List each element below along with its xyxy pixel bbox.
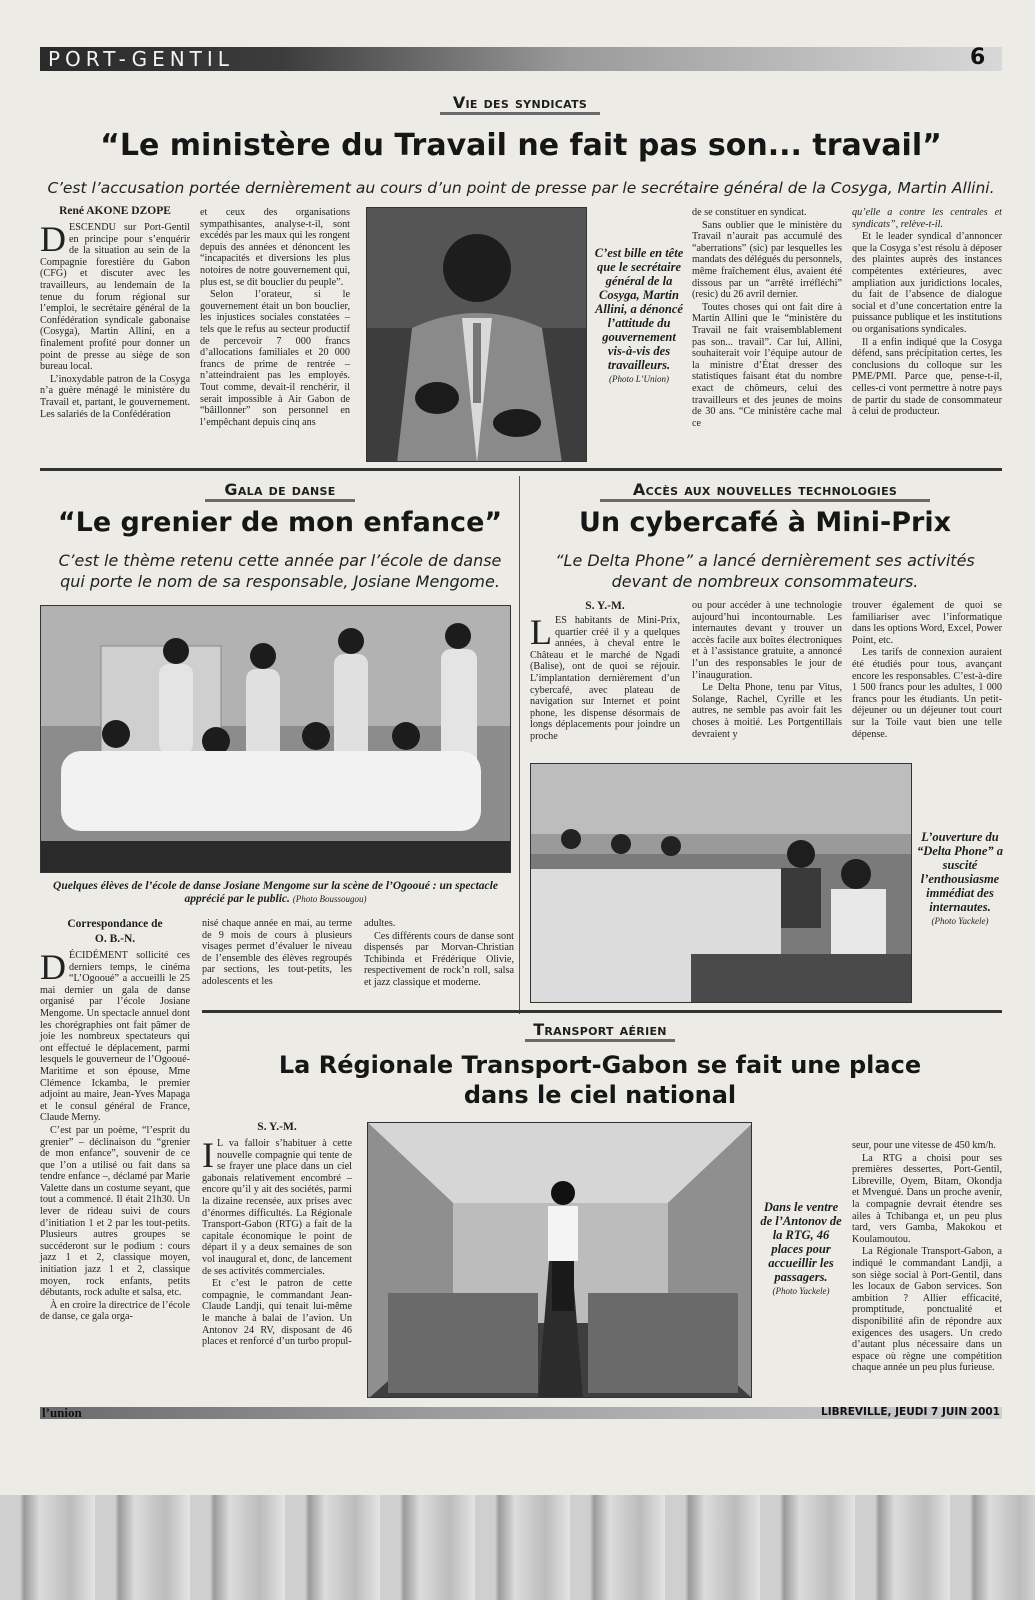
paragraph: À en croire la directrice de l’école de danse, ce gala orga- bbox=[40, 1299, 190, 1323]
column-divider bbox=[519, 476, 520, 1014]
paragraph: DESCENDU sur Port-Gentil en principe pour s’enquérir de la situation au sein de la Compagnie forestière du Gabon (CFG) et discuter avec les travailleurs, au lendemain de la tenue du forum régional sur l’emploi, le secrétaire général de la Confédération syndicale gabonaise (Cosyga), Martin Allini, en a finalement profité pour donner un point de presse au siège de son bureau local. bbox=[40, 219, 190, 373]
kicker-rule bbox=[205, 499, 355, 502]
deck-article-2: C’est le thème retenu cette année par l’école de danse qui porte le nom de sa responsable, Josiane Mengome. bbox=[58, 551, 502, 591]
article2-column-1 bbox=[40, 947, 190, 1324]
caption-text: Dans le ventre de l’Antonov de la RTG, 46 places pour accueillir les passagers. bbox=[760, 1200, 842, 1284]
paragraph: seur, pour une vitesse de 450 km/h. bbox=[852, 1140, 996, 1151]
portrait-illustration bbox=[367, 208, 587, 462]
paragraph: IL va falloir s’habituer à cette nouvelle compagnie qui tente de se frayer une place dans un ciel gabonais relativement encombré – encore qu’il y ait des sociétés, parmi la dizaine recensée, aux prises avec d’énormes difficultés. La Régionale Transport-Gabon (RTG) a fait de la capitale économique le point de départ il y a deux semaines de son vol inaugural et, donc, de lancement de ses activités commerciales. bbox=[202, 1135, 352, 1277]
article4-column-1 bbox=[202, 1135, 352, 1349]
photo-caption-allini bbox=[593, 246, 685, 386]
paragraph: DÉCIDÉMENT sollicité ces derniers temps, le cinéma “L’Ogooué” a accueilli le 25 mai dernier un gala de danse organisé par l’école Josiane Mengome. Un spectacle annuel dont les chorégraphies ont fait pâmer de joie les nombreux spectateurs qui ont effectué le déplacement, parmi lesquels le gouverneur de l’Ogooué-Maritime et son épouse, Mme Clémence Ickamba, le premier adjoint au maire, Jean-Yves Mapaga et le consul général de France, Claude Merny. bbox=[40, 947, 190, 1124]
paragraph: et ceux des organisations sympathisantes, analyse-t-il, sont excédés par les maux qui les rongent depuis des années et dénoncent les “incapacités et diversions les plus notoires de notre gouvernement qui, plus est, se dit bouclier du peuple”. bbox=[200, 207, 350, 288]
caption-text: Quelques élèves de l’école de danse Josiane Mengome sur la scène de l’Ogooué : un spectacle apprécié par le public. bbox=[53, 880, 498, 905]
headline-article-4: La Régionale Transport-Gabon se fait une place dans le ciel national bbox=[278, 1051, 922, 1109]
photo-credit: (Photo Yackele) bbox=[931, 916, 989, 926]
footer-dateline: LIBREVILLE, JEUDI 7 JUIN 2001 bbox=[821, 1406, 1000, 1418]
byline-article-3: S. Y.-M. bbox=[585, 600, 625, 612]
paragraph: Sans oublier que le ministère du Travail n’aurait pas accumulé des “aberrations” (sic) par lesquelles les mandats des délégués du personnels, même fraîchement élus, avaient été dissous par un “arrêté irréfléchi” (resic) du 26 avril dernier. bbox=[692, 219, 842, 301]
article3-column-3 bbox=[852, 600, 1002, 741]
article1-column-4 bbox=[852, 207, 1002, 419]
paragraph: Ces différents cours de danse sont dispensés par Morvan-Christian Tchibinda et Frédérique Olivie, respectivement de rock’n roll, salsa et jazz classique et moderne. bbox=[364, 930, 514, 988]
caption-text: C’est bille en tête que le secrétaire général de la Cosyga, Martin Allini, a dénoncé l’attitude du gouvernement vis-à-vis des travailleurs. bbox=[594, 246, 684, 372]
paragraph: Et le leader syndical d’annoncer que la Cosyga s’est résolu à déposer des plaintes auprès des instances compétentes extérieures, avec ampliation aux juridictions locales, du fait de l’absence de dialogue social et d’une concertation entre la puissance publique et les institutions ou organisations syndicales. bbox=[852, 231, 1002, 335]
kicker-gala-de-danse: Gala de danse bbox=[224, 480, 336, 499]
paragraph: Toutes choses qui ont fait dire à Martin Allini que le “ministère du Travail ne fait vraisemblablement pas son... travail”. Car lui, Allini, souhaiterait voir l’équipe autour de la ministre d’État dresser des statistiques faisant état du nombre exact de chômeurs, celui des travailleurs et des jeunes de moins de 30 ans. “Ce ministère cache mal ce bbox=[692, 301, 842, 429]
separator-rule bbox=[40, 468, 1002, 471]
paragraph: Le Delta Phone, tenu par Vitus, Solange, Rachel, Cyrille et les autres, ne semble pas avoir fait les choses à moitié. Les Portgentillais devraient y bbox=[692, 682, 842, 740]
photo-caption-dance bbox=[40, 880, 511, 906]
scan-bottom-band bbox=[0, 1495, 1035, 1600]
paragraph: nisé chaque année en mai, au terme de 9 mois de cours à plusieurs visages permet d’évaluer le niveau de l’ensemble des élèves regroupés par sections, les tout-petits, les adolescents et les bbox=[202, 918, 352, 987]
paragraph: Et c’est le patron de cette compagnie, le commandant Jean-Claude Landji, qui tenait lui-même le manche à balai de l’avion. Un Antonov 24 RV, disposant de 46 places et renforcé d’un turbo propul- bbox=[202, 1278, 352, 1348]
deck-article-1: C’est l’accusation portée dernièrement au cours d’un point de presse par le secrétaire général de la Cosyga, Martin Allini. bbox=[47, 179, 995, 197]
byline-article-2-line1: Correspondance de bbox=[67, 918, 163, 930]
article3-column-1 bbox=[530, 612, 680, 744]
headline-article-1: “Le ministère du Travail ne fait pas son... travail” bbox=[100, 128, 942, 163]
paragraph: adultes. bbox=[364, 918, 396, 929]
paragraph: qu’elle a contre les centrales et syndicats”, relève-t-il. bbox=[852, 207, 1002, 230]
paragraph: ou pour accéder à une technologie aujourd’hui incontournable. Les internautes devant y trouver un accès facile aux boîtes électroniques et à l’assistance gratuite, a annoncé l’un des responsables le jour de l’inauguration. bbox=[692, 600, 842, 681]
photo-antonov-cabin bbox=[367, 1122, 752, 1398]
paragraph: La Régionale Transport-Gabon, a indiqué le commandant Landji, a son siège social à Port-Gentil, dans les locaux de Gabon services. Son ambition ? Allier efficacité, promptitude, ponctualité et disponibilité afin de répondre aux exigences des usagers. Un credo d’autant plus nécessaire dans un espace où règne une compétition chaque année un peu plus furieuse. bbox=[852, 1246, 1002, 1374]
article2-column-3 bbox=[364, 918, 514, 990]
page-number: 6 bbox=[970, 45, 986, 70]
paragraph: de se constituer en syndicat. bbox=[692, 207, 807, 218]
headline-article-3: Un cybercafé à Mini-Prix bbox=[579, 507, 951, 538]
paragraph: trouver également de quoi se familiariser avec l’informatique dans les options Word, Excel, Power Point, etc. bbox=[852, 600, 1002, 646]
article1-column-1 bbox=[40, 219, 190, 421]
paragraph: La RTG a choisi pour ses premières dessertes, Port-Gentil, Libreville, Oyem, Bitam, Okondja et Mvengué. Dans un proche avenir, la compagnie devrait étendre ses ailes à Tchibanga et, un peu plus tard, vers Gamba, Makokou et Koulamoutou. bbox=[852, 1152, 1002, 1245]
caption-text: L’ouverture du “Delta Phone” a suscité l’enthousiasme immédiat des internautes. bbox=[916, 830, 1004, 914]
kicker-vie-des-syndicats: Vie des syndicats bbox=[452, 93, 588, 112]
footer-masthead: l’union bbox=[42, 1405, 82, 1420]
byline-article-1: René AKONE DZOPE bbox=[59, 205, 171, 217]
dance-photo-illustration bbox=[41, 606, 511, 873]
paragraph: C’est par un poème, “l’esprit du grenier” – déclinaison du “grenier de mon enfance”, souvenir de ce que l’on a utilisé ou fait dans sa tendre enfance –, déclamé par Marie Valette dans un costume seyant, que tout a commencé. Il était 21h30. Un lever de rideau suivi de cours d’initiation 1 et 2 par les tout-petits. Plusieurs autres groupes se succéderont sur le podium : cours jazz 1 et 2, classique moyen, initiation jazz 1 et 2, classique moyen, rock enfants, petits débutants, rock adulte et salsa, etc. bbox=[40, 1124, 190, 1299]
photo-caption-antonov bbox=[760, 1200, 842, 1298]
paragraph: LES habitants de Mini-Prix, quartier créé il y a quelques années, à cheval entre le Château et le marché de Ngadi (Balise), ont de quoi se réjouir. L’implantation dernièrement d’un cybercafé, avec plateau de navigation sur Internet et point phone, les dispense désormais de longs déplacements pour joindre un proche bbox=[530, 612, 680, 742]
paragraph: L’inoxydable patron de la Cosyga n’a guère ménagé le ministère du Travail et, partant, le gouvernement. Les salariés de la Confédération bbox=[40, 373, 190, 420]
section-title: PORT-GENTIL bbox=[48, 47, 234, 71]
article4-column-2 bbox=[852, 1140, 1002, 1375]
photo-dance-students bbox=[40, 605, 511, 873]
photo-credit: (Photo L’Union) bbox=[609, 374, 669, 384]
article1-column-2 bbox=[200, 207, 350, 429]
cabin-photo-illustration bbox=[368, 1123, 752, 1398]
photo-credit: (Photo Boussougou) bbox=[292, 894, 367, 904]
paragraph: Il a enfin indiqué que la Cosyga défend, sans précipitation certes, les conclusions du colloque sur les PME/PMI. Parce que, pense-t-il, celles-ci vont permettre à notre pays de partir du stade de consommateur à celui de producteur. bbox=[852, 336, 1002, 418]
paragraph: Selon l’orateur, si le gouvernement était un bon bouclier, les injustices sociales constatées – tels que le refus au secteur productif de percevoir 7 000 francs d’allocations familiales et 20 000 francs de prime de rentrée – n’atteindraient pas les employés. Tout comme, devait-il renchérir, il serait impossible à Air Gabon de “bâillonner” son personnel en l’empêchant depuis cinq ans bbox=[200, 289, 350, 428]
paragraph: Les tarifs de connexion auraient été étudiés pour tous, avançant encore les responsables. C’est-à-dire 1 500 francs pour les adultes, 1 000 francs pour les étudiants. Un petit-déjeuner ou un déjeuner tout court sur la Toile vaut bien une telle dépense. bbox=[852, 647, 1002, 740]
photo-caption-cybercafe bbox=[915, 830, 1005, 928]
deck-article-3: “Le Delta Phone” a lancé dernièrement ses activités devant de nombreux consommateurs. bbox=[555, 551, 975, 591]
photo-cybercafe bbox=[530, 763, 912, 1003]
cybercafe-photo-illustration bbox=[531, 764, 912, 1003]
separator-rule bbox=[202, 1010, 1002, 1013]
byline-article-4: S. Y.-M. bbox=[257, 1121, 297, 1133]
kicker-rule bbox=[525, 1039, 675, 1042]
article2-column-2 bbox=[202, 918, 352, 989]
kicker-rule bbox=[440, 112, 600, 115]
headline-article-2: “Le grenier de mon enfance” bbox=[57, 507, 503, 538]
article3-column-2 bbox=[692, 600, 842, 741]
article1-column-3 bbox=[692, 207, 842, 430]
kicker-nouvelles-technologies: Accès aux nouvelles technologies bbox=[632, 480, 898, 499]
photo-credit: (Photo Yackele) bbox=[772, 1286, 830, 1296]
photo-martin-allini bbox=[366, 207, 587, 462]
byline-article-2-line2: O. B.-N. bbox=[94, 933, 136, 945]
kicker-rule bbox=[600, 499, 930, 502]
kicker-transport-aerien: Transport aérien bbox=[533, 1020, 667, 1039]
